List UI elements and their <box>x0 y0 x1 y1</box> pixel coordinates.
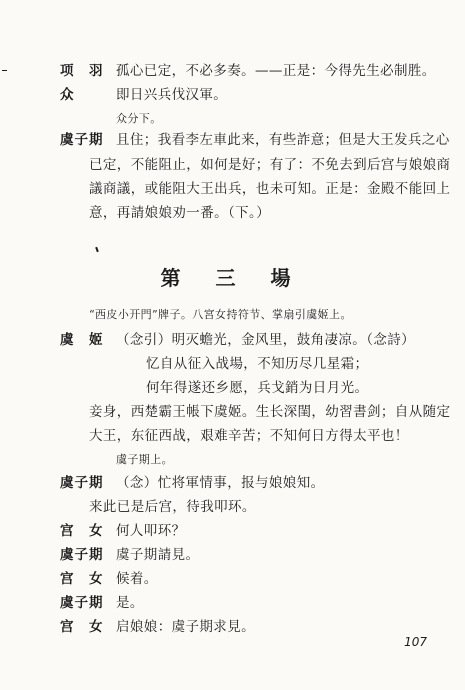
speaker: 宫 女 <box>60 571 104 587</box>
speaker: 虞子期 <box>60 595 104 611</box>
dialogue-line: 来此已是后宫，待我叩环。 <box>89 499 256 515</box>
stage-direction: 众分下。 <box>116 112 162 125</box>
dialogue-line: 候着。 <box>116 571 158 587</box>
dialogue-line: 大王，东征西战，艰难辛苦；不知何日方得太平也！ <box>89 428 409 444</box>
dialogue-line: 意，再請娘娘劝一番。（下。） <box>89 205 271 221</box>
dialogue-line: 妾身，西楚霸王帳下虞姬。生长深閨，幼習書剑；自从随定 <box>89 404 451 420</box>
scene-heading: 第 三 場 <box>160 266 305 290</box>
speaker: 虞子期 <box>60 547 104 563</box>
dialogue-line: 启娘娘：虞子期求見。 <box>116 619 255 635</box>
dialogue-line: 何人叩环？ <box>116 523 186 539</box>
scan-mark <box>95 247 99 252</box>
speaker: 虞子期 <box>60 132 104 148</box>
dialogue-line: （念）忙将軍情事，报与娘娘知。 <box>116 475 325 491</box>
dialogue-line: 議商議，或能阻大王出兵，也未可知。正是：金殿不能回上 <box>89 181 451 197</box>
dialogue-line: 虞子期請見。 <box>116 547 200 563</box>
dialogue-line: 孤心已定，不必多奏。——正是：今得先生必制胜。 <box>116 63 436 79</box>
dialogue-line: 即日兴兵伐汉軍。 <box>116 87 228 103</box>
scan-mark <box>2 70 7 71</box>
speaker: 众 <box>60 87 75 103</box>
speaker: 虞子期 <box>60 475 104 491</box>
page-number: 107 <box>404 635 427 649</box>
stage-direction: “西皮小开門”牌子。八宮女持符节、掌扇引虞姬上。 <box>89 308 352 321</box>
dialogue-line: 且住；我看李左車此来，有些詐意；但是大王发兵之心 <box>116 132 450 148</box>
verse-line: 忆自从征入战場，不知历尽几星霜； <box>146 356 369 372</box>
dialogue-line: 是。 <box>116 595 144 611</box>
dialogue-line: （念引）明灭蟾光，金风里，鼓角凄凉。（念詩） <box>116 332 416 348</box>
dialogue-line: 已定，不能阻止，如何是好；有了：不免去到后宫与娘娘商 <box>89 157 451 173</box>
speaker: 宫 女 <box>60 619 104 635</box>
stage-direction: 虞子期上。 <box>116 453 173 466</box>
speaker: 项 羽 <box>60 63 104 79</box>
speaker: 宫 女 <box>60 523 104 539</box>
verse-line: 何年得遂还乡愿，兵戈銷为日月光。 <box>146 380 369 396</box>
speaker: 虞 姬 <box>60 332 104 348</box>
